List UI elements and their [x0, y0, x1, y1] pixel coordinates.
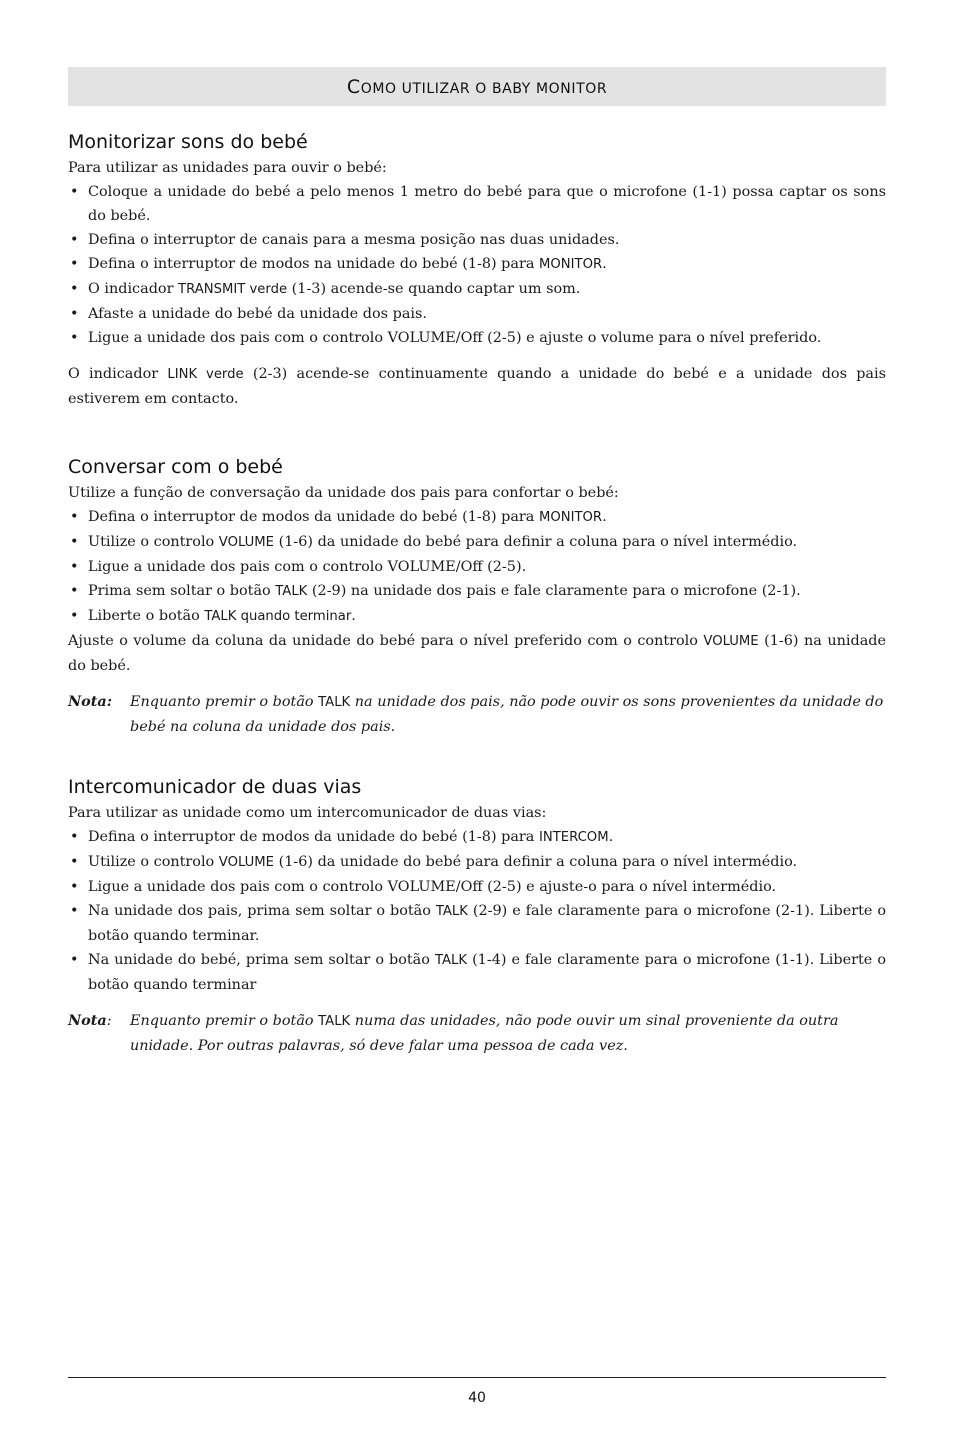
section-intro: Utilize a função de conversação da unidade dos pais para confortar o bebé: — [68, 485, 619, 501]
list-item — [68, 277, 886, 302]
list-item — [68, 875, 886, 899]
item-text: . — [608, 829, 614, 845]
list-item — [68, 555, 886, 579]
section-paragraph — [68, 362, 886, 411]
item-text: . — [602, 509, 607, 525]
item-text: . — [602, 256, 607, 272]
section-intro: Para utilizar as unidade como um intercomunicador de duas vias: — [68, 805, 547, 821]
section-heading: Conversar com o bebé — [68, 456, 283, 478]
section-intercomunicador — [68, 773, 886, 1058]
item-keyword: TALK — [275, 584, 308, 599]
note-label-text: Nota — [68, 1012, 107, 1029]
item-text: Ligue a unidade dos pais com o controlo VOLUME/Off (2-5) e ajuste o volume para o nível preferido. — [88, 330, 822, 346]
list-item — [68, 604, 886, 629]
item-text: Afaste a unidade do bebé da unidade dos pais. — [88, 306, 427, 322]
paragraph-keyword: LINK verde — [167, 367, 244, 382]
section-monitorizar — [68, 128, 886, 411]
instruction-list — [68, 180, 886, 350]
list-item — [68, 228, 886, 252]
list-item — [68, 899, 886, 948]
list-item — [68, 326, 886, 350]
paragraph-text: Ajuste o volume da coluna da unidade do bebé para o nível preferido com o controlo — [68, 633, 704, 649]
page-title — [68, 76, 886, 98]
list-item — [68, 579, 886, 604]
page-title-initial: C — [346, 76, 361, 98]
item-keyword: MONITOR — [539, 257, 603, 272]
item-text: Ligue a unidade dos pais com o controlo VOLUME/Off (2-5) e ajuste-o para o nível intermédio. — [88, 879, 777, 895]
page-header — [68, 67, 886, 106]
note-label-colon: : — [106, 1013, 112, 1029]
note-keyword: TALK — [318, 1014, 351, 1029]
item-text: Na unidade do bebé, prima sem soltar o botão — [88, 952, 435, 968]
item-keyword: VOLUME — [218, 855, 275, 870]
page-content — [68, 128, 886, 1058]
note-keyword: TALK — [318, 695, 351, 710]
item-text: . — [351, 608, 356, 624]
list-item — [68, 302, 886, 326]
page-number: 40 — [468, 1390, 486, 1406]
paragraph-text: (1-6) na unidade do bebé. — [68, 633, 886, 674]
item-text: O indicador — [88, 281, 179, 297]
item-text: (2-9) e fale claramente para o microfone (2-1). Liberte o botão quando terminar. — [88, 903, 886, 944]
list-item — [68, 530, 886, 555]
item-text: Na unidade dos pais, prima sem soltar o botão — [88, 903, 436, 919]
note — [68, 690, 886, 739]
list-item — [68, 850, 886, 875]
item-text: Ligue a unidade dos pais com o controlo VOLUME/Off (2-5). — [88, 559, 527, 575]
list-item — [68, 825, 886, 850]
item-text: Liberte o botão — [88, 608, 205, 624]
note-label: Nota: — [68, 693, 113, 710]
section-heading: Intercomunicador de duas vias — [68, 776, 362, 798]
item-keyword: TRANSMIT verde — [178, 282, 288, 297]
paragraph-text: (2-3) acende-se continuamente quando a unidade do bebé e a unidade dos pais estiverem em contacto. — [68, 366, 886, 407]
paragraph-keyword: VOLUME — [703, 634, 759, 649]
item-text: (1-3) acende-se quando captar um som. — [287, 281, 581, 297]
section-conversar — [68, 453, 886, 739]
item-text: (2-9) na unidade dos pais e fale claramente para o microfone (2-1). — [307, 583, 801, 599]
item-text: Utilize o controlo — [88, 854, 219, 870]
footer-divider — [68, 1377, 886, 1378]
note-text: Enquanto premir o botão — [130, 694, 319, 710]
item-text: Defina o interruptor de modos da unidade do bebé (1-8) para — [88, 829, 539, 845]
item-text: Coloque a unidade do bebé a pelo menos 1 metro do bebé para que o microfone (1-1) possa captar os sons do bebé. — [88, 184, 886, 224]
item-text: Prima sem soltar o botão — [88, 583, 276, 599]
section-paragraph — [68, 629, 886, 678]
item-keyword: TALK quando terminar — [204, 609, 352, 624]
item-text: Defina o interruptor de modos da unidade do bebé (1-8) para — [88, 509, 539, 525]
note-text: na unidade dos pais, não pode ouvir os sons provenientes da unidade do bebé na coluna da unidade dos pais. — [130, 694, 884, 735]
note-text: numa das unidades, não pode ouvir um sinal proveniente da outra unidade. Por outras palavras, só deve falar uma pessoa de cada vez. — [130, 1013, 839, 1054]
section-intro: Para utilizar as unidades para ouvir o bebé: — [68, 160, 387, 176]
item-text: Utilize o controlo — [88, 534, 219, 550]
item-keyword: TALK — [435, 904, 468, 919]
list-item — [68, 505, 886, 530]
item-text: Defina o interruptor de modos na unidade do bebé (1-8) para — [88, 256, 540, 272]
list-item — [68, 252, 886, 277]
list-item — [68, 948, 886, 997]
page-title-rest: OMO UTILIZAR O BABY MONITOR — [360, 81, 608, 97]
note-label — [68, 1009, 112, 1033]
item-text: (1-4) e fale claramente para o microfone (1-1). Liberte o botão quando terminar — [88, 952, 886, 993]
item-keyword: MONITOR — [538, 510, 603, 525]
instruction-list — [68, 505, 886, 629]
item-text: Defina o interruptor de canais para a mesma posição nas duas unidades. — [88, 232, 620, 248]
paragraph-text: O indicador — [68, 366, 168, 382]
item-keyword: VOLUME — [218, 535, 275, 550]
item-keyword: TALK — [434, 953, 468, 968]
item-text: (1-6) da unidade do bebé para definir a coluna para o nível intermédio. — [274, 854, 798, 870]
note-text: Enquanto premir o botão — [130, 1013, 319, 1029]
note — [68, 1009, 886, 1058]
section-heading: Monitorizar sons do bebé — [68, 131, 308, 153]
item-keyword: INTERCOM — [538, 830, 609, 845]
item-text: (1-6) da unidade do bebé para definir a coluna para o nível intermédio. — [274, 534, 798, 550]
instruction-list — [68, 825, 886, 997]
list-item — [68, 180, 886, 228]
